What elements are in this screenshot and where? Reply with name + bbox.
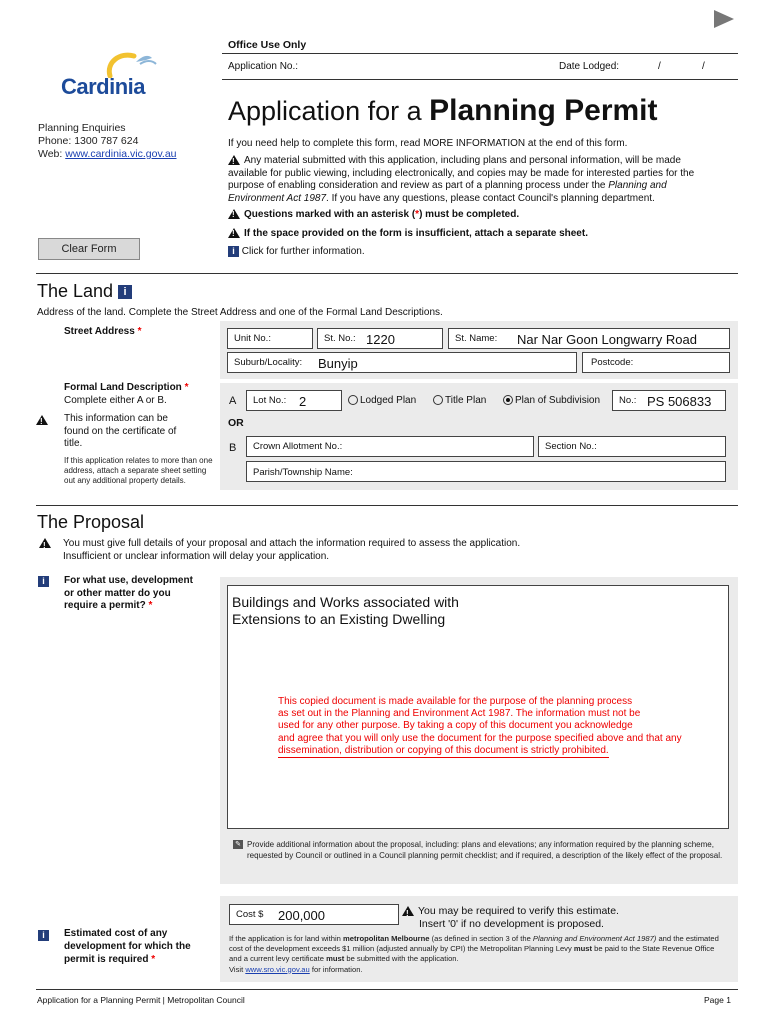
street-name-field[interactable] bbox=[448, 328, 730, 349]
radio-plan-of-subdivision[interactable] bbox=[503, 395, 600, 406]
formal-land-label bbox=[64, 381, 188, 407]
land-rule bbox=[36, 273, 738, 274]
metro-d: Planning and Environment Act 1987) bbox=[532, 934, 657, 943]
page-title bbox=[228, 94, 658, 128]
street-no-label: St. No.: bbox=[324, 333, 356, 344]
metro-f: must bbox=[573, 944, 593, 954]
office-use-rule-bottom bbox=[222, 79, 738, 80]
cost-label: Cost $ bbox=[236, 909, 264, 920]
contact-block bbox=[38, 122, 177, 161]
cost-value: 200,000 bbox=[278, 908, 325, 923]
section-no-field[interactable] bbox=[538, 436, 726, 457]
lot-no-value: 2 bbox=[299, 394, 307, 409]
contact-web bbox=[38, 148, 177, 161]
cost-verify-note bbox=[402, 905, 619, 931]
proposal-answer-line2: Extensions to an Existing Dwelling bbox=[232, 611, 446, 627]
provide-info-text: Provide additional information about the proposal, including: plans and elevations; any information required by the planning scheme, requested by Council or outlined in a Council planning permit checklist; and if required, a description of the likely effect of the proposal. bbox=[247, 840, 723, 860]
date-lodged-label: Date Lodged: bbox=[559, 61, 620, 72]
proposal-info-icon[interactable] bbox=[38, 576, 49, 587]
option-b-label: B bbox=[229, 442, 237, 454]
required-star: * bbox=[184, 382, 189, 393]
intro-asterisk-b: ) must be completed. bbox=[419, 209, 520, 220]
formal-land-sub: Complete either A or B. bbox=[64, 395, 167, 406]
parish-field[interactable] bbox=[246, 461, 726, 482]
metro-i: be submitted with the application. bbox=[344, 954, 459, 964]
metro-e: and the estimated cost of the development exceeds $1 million (adjusted annually by CPI) the Metropolitan Planning Levy bbox=[229, 934, 719, 954]
proposal-question-text: For what use, development or other matter do you require a permit? bbox=[64, 575, 193, 611]
footer-left: Application for a Planning Permit | Metropolitan Council bbox=[37, 995, 245, 1005]
radio-lodged-plan-label: Lodged Plan bbox=[360, 395, 417, 406]
radio-title-plan-circle[interactable] bbox=[433, 395, 443, 405]
provide-info-note bbox=[233, 840, 727, 861]
or-label: OR bbox=[228, 417, 244, 429]
intro-asterisk-a: Questions marked with an asterisk ( bbox=[244, 209, 416, 220]
metro-g: be paid to the State Revenue Office and a current levy certificate bbox=[229, 944, 715, 964]
radio-lodged-plan[interactable] bbox=[348, 395, 416, 406]
warning-icon bbox=[228, 228, 240, 238]
street-no-field[interactable] bbox=[317, 328, 443, 349]
unit-no-label: Unit No.: bbox=[234, 333, 271, 344]
intro-material-act: Planning and Environment Act 1987 bbox=[228, 180, 667, 204]
plan-no-label: No.: bbox=[619, 395, 637, 406]
next-page-arrow-icon[interactable] bbox=[714, 10, 734, 28]
unit-no-field[interactable] bbox=[227, 328, 313, 349]
option-a-label: A bbox=[229, 395, 237, 407]
contact-phone: Phone: 1300 787 624 bbox=[38, 135, 139, 147]
section-no-label: Section No.: bbox=[545, 441, 597, 452]
metro-b: metropolitan Melbourne bbox=[342, 934, 430, 943]
radio-lodged-plan-circle[interactable] bbox=[348, 395, 358, 405]
copy-disclaimer-line5: dissemination, distribution or copying of this document is strictly prohibited. bbox=[278, 745, 609, 758]
info-icon[interactable]: i bbox=[38, 576, 49, 587]
intro-insufficient-text: If the space provided on the form is insufficient, attach a separate sheet. bbox=[244, 228, 588, 239]
land-description: Address of the land. Complete the Street Address and one of the Formal Land Descriptions. bbox=[37, 307, 443, 318]
copy-disclaimer-line3: used for any other purpose. By taking a copy of this document you acknowledge bbox=[278, 720, 633, 732]
page-title-part2: Planning Permit bbox=[429, 94, 658, 127]
land-heading-text: The Land bbox=[37, 281, 114, 301]
cost-question-text: Estimated cost of any development for which the permit is required bbox=[64, 928, 191, 965]
proposal-warning bbox=[37, 537, 520, 563]
crown-allotment-label: Crown Allotment No.: bbox=[253, 441, 343, 452]
street-name-value: Nar Nar Goon Longwarry Road bbox=[517, 332, 697, 347]
land-info-icon[interactable]: i bbox=[118, 285, 132, 299]
proposal-heading: The Proposal bbox=[37, 512, 145, 532]
parish-label: Parish/Township Name: bbox=[253, 467, 353, 478]
proposal-warning-line2: Insufficient or unclear information will delay your application. bbox=[63, 551, 330, 562]
multi-address-note: If this application relates to more than one address, attach a separate sheet setting out any additional property details. bbox=[64, 456, 213, 485]
proposal-answer-field[interactable] bbox=[227, 585, 729, 829]
cost-verify-line1: You may be required to verify this estimate. bbox=[418, 905, 619, 917]
date-sep-1: / bbox=[658, 61, 661, 72]
street-address-label bbox=[64, 326, 141, 337]
metro-h: must bbox=[326, 954, 345, 964]
radio-title-plan-label: Title Plan bbox=[445, 395, 487, 406]
contact-web-link[interactable]: www.cardinia.vic.gov.au bbox=[65, 148, 177, 160]
plan-no-field[interactable] bbox=[612, 390, 726, 411]
intro-material-end: . If you have any questions, please contact Council's planning department. bbox=[326, 192, 655, 204]
proposal-warning-line1: You must give full details of your proposal and attach the information required to assess the application. bbox=[63, 538, 521, 549]
lot-no-field[interactable] bbox=[246, 390, 342, 411]
cost-field[interactable] bbox=[229, 904, 399, 925]
date-sep-2: / bbox=[702, 61, 705, 72]
copy-disclaimer bbox=[278, 696, 682, 758]
street-address-label-text: Street Address bbox=[64, 326, 135, 337]
edit-icon: ✎ bbox=[233, 840, 243, 849]
radio-plan-of-subdivision-circle[interactable] bbox=[503, 395, 513, 405]
radio-title-plan[interactable] bbox=[433, 395, 486, 406]
required-star: * bbox=[151, 954, 156, 965]
copy-disclaimer-line4: and agree that you will only use the document for the purpose specified above and that any bbox=[278, 732, 682, 744]
visit-b: for information. bbox=[309, 964, 363, 974]
sro-link[interactable]: www.sro.vic.gov.au bbox=[245, 964, 310, 974]
info-icon[interactable]: i bbox=[228, 246, 239, 257]
lot-no-label: Lot No.: bbox=[253, 395, 287, 406]
footer-rule bbox=[36, 989, 738, 990]
metro-levy-note bbox=[229, 934, 729, 975]
office-use-title: Office Use Only bbox=[228, 39, 307, 51]
copy-disclaimer-line1: This copied document is made available for the purpose of the planning process bbox=[278, 696, 633, 707]
land-heading bbox=[37, 281, 132, 302]
warning-icon bbox=[228, 155, 240, 165]
warning-icon bbox=[228, 209, 240, 219]
postcode-label: Postcode: bbox=[591, 357, 634, 368]
proposal-rule bbox=[36, 505, 738, 506]
certificate-note bbox=[64, 413, 194, 451]
formal-land-label-text: Formal Land Description bbox=[64, 382, 182, 393]
footer-page: Page 1 bbox=[704, 995, 731, 1005]
proposal-answer-line1: Buildings and Works associated with bbox=[232, 594, 459, 610]
office-use-rule-top bbox=[222, 53, 738, 54]
proposal-question bbox=[64, 575, 204, 613]
clear-form-button[interactable]: Clear Form bbox=[38, 238, 140, 260]
suburb-field[interactable] bbox=[227, 352, 577, 373]
page-title-part1: Application for a bbox=[228, 96, 422, 126]
postcode-field[interactable] bbox=[582, 352, 730, 373]
intro-click-info bbox=[228, 246, 365, 257]
intro-help: If you need help to complete this form, read MORE INFORMATION at the end of this form. bbox=[228, 138, 628, 149]
info-icon[interactable]: i bbox=[38, 930, 49, 941]
intro-click-info-text: Click for further information. bbox=[241, 246, 365, 258]
required-star: * bbox=[148, 600, 153, 611]
cost-info-icon[interactable] bbox=[38, 930, 49, 941]
street-no-value: 1220 bbox=[366, 332, 395, 347]
cost-verify-line2: Insert '0' if no development is proposed. bbox=[419, 918, 604, 930]
warning-icon bbox=[39, 538, 51, 548]
cost-question bbox=[64, 927, 214, 966]
street-name-label: St. Name: bbox=[455, 333, 498, 344]
contact-planning-enquiries: Planning Enquiries bbox=[38, 122, 126, 134]
suburb-value: Bunyip bbox=[318, 356, 358, 371]
warning-icon bbox=[402, 906, 414, 916]
suburb-label: Suburb/Locality: bbox=[234, 357, 303, 368]
visit-a: Visit bbox=[229, 964, 246, 974]
intro-material-text: Any material submitted with this application, including plans and personal information, will be made available for public viewing, including electronically, and copies may be made for interested parties for the purpose of enabling consideration and review as part of a planning process under the bbox=[228, 155, 695, 191]
plan-no-value: PS 506833 bbox=[647, 394, 712, 409]
contact-web-label: Web: bbox=[38, 148, 66, 160]
required-star: * bbox=[137, 326, 142, 337]
cardinia-logo-text: Cardinia bbox=[61, 74, 146, 99]
radio-plan-of-subdivision-label: Plan of Subdivision bbox=[515, 395, 601, 406]
intro-insufficient bbox=[228, 228, 588, 239]
certificate-note-text: This information can be found on the certificate of title. bbox=[64, 413, 177, 449]
intro-asterisk-star: * bbox=[415, 209, 420, 220]
copy-disclaimer-line2: as set out in the Planning and Environment Act 1987. The information must not be bbox=[278, 708, 641, 720]
crown-allotment-field[interactable] bbox=[246, 436, 534, 457]
intro-material bbox=[228, 155, 718, 205]
metro-a: If the application is for land within bbox=[229, 934, 343, 943]
intro-asterisk bbox=[228, 209, 519, 220]
metro-c: (as defined in section 3 of the bbox=[429, 934, 533, 943]
application-no-label: Application No.: bbox=[228, 61, 299, 72]
warning-icon bbox=[36, 415, 48, 425]
